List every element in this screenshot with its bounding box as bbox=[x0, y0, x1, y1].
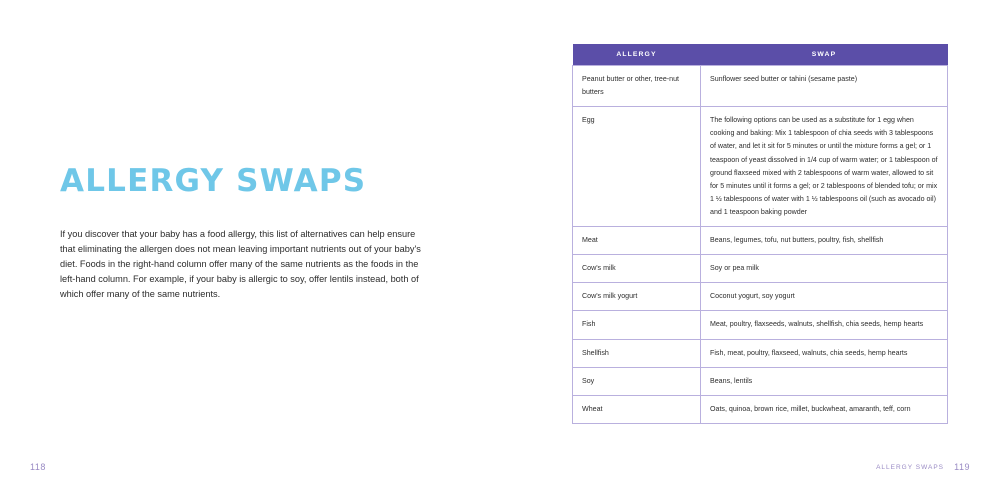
cell-swap: Fish, meat, poultry, flaxseed, walnuts, chia seeds, hemp hearts bbox=[701, 339, 948, 367]
table-row bbox=[573, 311, 948, 339]
table-row bbox=[573, 66, 948, 107]
cell-swap: Beans, lentils bbox=[701, 367, 948, 395]
cell-allergy: Peanut butter or other, tree-nut butters bbox=[573, 66, 701, 107]
table-row bbox=[573, 339, 948, 367]
table-row bbox=[573, 395, 948, 423]
cell-swap: Oats, quinoa, brown rice, millet, buckwheat, amaranth, teff, corn bbox=[701, 395, 948, 423]
page-title: ALLERGY SWAPS bbox=[60, 163, 367, 199]
cell-allergy: Fish bbox=[573, 311, 701, 339]
table-row bbox=[573, 227, 948, 255]
right-page bbox=[500, 0, 1000, 500]
cell-swap: Sunflower seed butter or tahini (sesame paste) bbox=[701, 66, 948, 107]
cell-swap: Meat, poultry, flaxseeds, walnuts, shellfish, chia seeds, hemp hearts bbox=[701, 311, 948, 339]
table-row bbox=[573, 255, 948, 283]
column-header-swap: SWAP bbox=[701, 44, 948, 66]
cell-allergy: Soy bbox=[573, 367, 701, 395]
cell-allergy: Meat bbox=[573, 227, 701, 255]
allergy-swaps-table bbox=[572, 44, 948, 424]
cell-swap: Soy or pea milk bbox=[701, 255, 948, 283]
cell-allergy: Wheat bbox=[573, 395, 701, 423]
cell-swap: Beans, legumes, tofu, nut butters, poultry, fish, shellfish bbox=[701, 227, 948, 255]
intro-paragraph: If you discover that your baby has a food allergy, this list of alternatives can help ensure that eliminating the allergen does not mean leaving important nutrients out of your baby's diet. Foods in the right-hand column offer many of the same nutrients as the foods in the left-hand column. For example, if your baby is allergic to soy, offer lentils instead, both of which offer many of the same nutrients. bbox=[60, 229, 421, 299]
column-header-allergy: ALLERGY bbox=[573, 44, 701, 66]
running-footer-label: ALLERGY SWAPS bbox=[876, 464, 944, 471]
cell-allergy: Egg bbox=[573, 107, 701, 227]
page-number-right: 119 bbox=[954, 462, 970, 472]
cell-allergy: Shellfish bbox=[573, 339, 701, 367]
table-header-row bbox=[573, 44, 948, 66]
allergy-swaps-table-wrapper bbox=[572, 44, 947, 424]
table-body bbox=[573, 66, 948, 424]
page-number-left: 118 bbox=[30, 462, 46, 472]
cell-swap: The following options can be used as a substitute for 1 egg when cooking and baking: Mix 1 tablespoon of chia seeds with 3 tablespoons of water, and let it sit for 5 minutes or until the mixture forms a gel; or 1 teaspoon of yeast dissolved in 1/4 cup of warm water; or 1 tablespoon of ground flaxseed mixed with 2 tablespoons of warm water, allowed to sit for 5 minutes until it forms a gel; or 2 tablespoons of blended tofu; or mix 1 ½ tablespoons of water with 1 ½ tablespoons oil (such as avocado oil) and 1 teaspoon baking powder bbox=[701, 107, 948, 227]
cell-allergy: Cow's milk yogurt bbox=[573, 283, 701, 311]
table-row bbox=[573, 283, 948, 311]
table-row bbox=[573, 367, 948, 395]
table-row bbox=[573, 107, 948, 227]
table-header bbox=[573, 44, 948, 66]
cell-allergy: Cow's milk bbox=[573, 255, 701, 283]
cell-swap: Coconut yogurt, soy yogurt bbox=[701, 283, 948, 311]
